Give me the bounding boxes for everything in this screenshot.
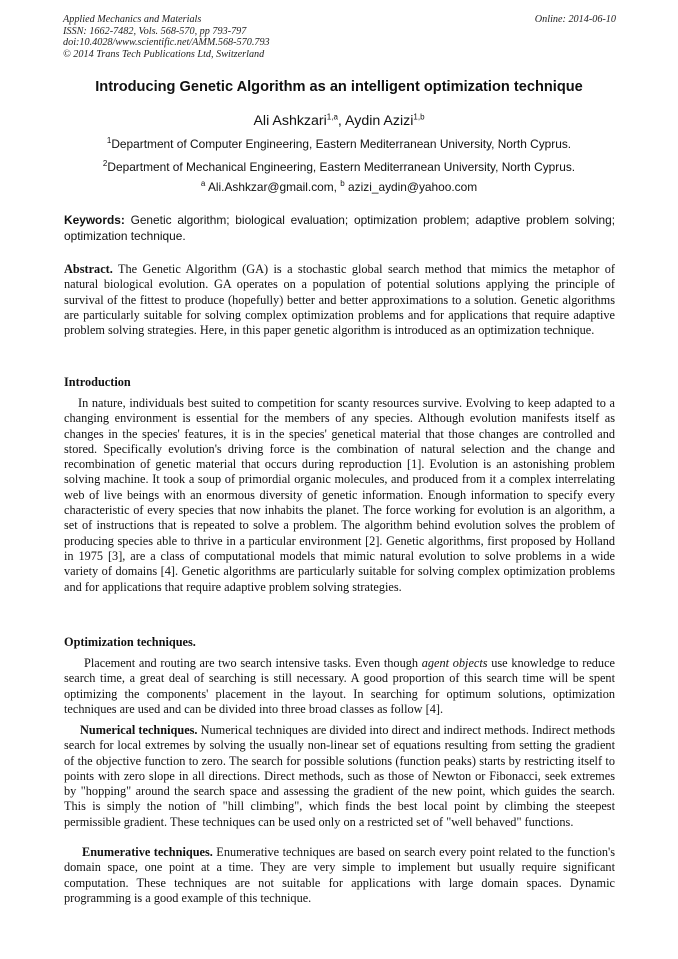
affiliation-1-sup: 1 bbox=[106, 136, 112, 146]
abstract bbox=[64, 262, 615, 338]
author-2: Aydin Azizi bbox=[345, 113, 414, 129]
numerical-text: Numerical techniques are divided into direct and indirect methods. Indirect methods search for local extremes by solving the usually non-linear set of equations resulting from setting the gradient of the objective function to zero. The search for possible solutions (function peaks) starts by restricting itself to points with zero slope in all directions. Direct methods, such as those of Newton or Fibonacci, seek extremes by "hopping" around the search space and assessing the gradient of the new point, which guides the search. This is simply the notion of "hill climbing", which finds the best local point by climbing the steepest permissible gradient. These techniques can be used only on a restricted set of "well behaved" functions. bbox=[64, 723, 615, 829]
copyright-line: © 2014 Trans Tech Publications Ltd, Switzerland bbox=[63, 48, 265, 60]
opt-p1-italic: agent objects bbox=[421, 656, 488, 670]
email-b: azizi_aydin@yahoo.com bbox=[344, 180, 478, 194]
affiliation-1 bbox=[0, 137, 678, 151]
abstract-text: The Genetic Algorithm (GA) is a stochastic global search method that mimics the metaphor of natural biological evolution. GA operates on a population of potential solutions applying the principle of survival of the fittest to produce (hopefully) better and better approximations to a solution. Genetic algorithms are particularly suitable for solving complex optimization problems and for applications that require adaptive problem solving strategies. Here, in this paper genetic algorithm is introduced as an optimization technique. bbox=[64, 262, 615, 338]
abstract-label: Abstract. bbox=[64, 262, 113, 276]
issn-line: ISSN: 1662-7482, Vols. 568-570, pp 793-797 bbox=[63, 25, 247, 37]
email-line bbox=[0, 180, 678, 194]
affiliation-2-text: Department of Mechanical Engineering, Eastern Mediterranean University, North Cyprus. bbox=[107, 160, 576, 174]
affiliation-2-sup: 2 bbox=[102, 159, 108, 169]
optimization-paragraph-1 bbox=[64, 656, 615, 717]
introduction-text: In nature, individuals best suited to competition for scanty resources survive. Evolving to keep adapted to a changing environment is essential for the members of any species. Although evolution manifests itself as changes in the species' features, it is in the species' genetical material that those changes are controlled and stored. Specifically evolution's driving force is the combination of natural selection and the change and recombination of genetic material that occurs during reproduction [1]. Evolution is an astonishing problem solving machine. It took a soup of primordial organic molecules, and produced from it a complex interrelating web of live beings with an enormous diversity of genetic information. Enough information to specify every characteristic of every species that now inhabits the planet. The force working for evolution is an algorithm, a set of instructions that is repeated to solve a problem. The algorithm behind evolution solves the problem of producing species able to thrive in a particular environment [2]. Genetic algorithms, first proposed by Holland in 1975 [3], are a class of computational models that mimic natural evolution to solve problems in a wide variety of domains [4]. Genetic algorithms are particularly suitable for solving complex optimization problems and for applications that require adaptive problem solving strategies. bbox=[64, 396, 615, 594]
paper-title: Introducing Genetic Algorithm as an intelligent optimization technique bbox=[95, 79, 583, 95]
keywords-label: Keywords: bbox=[64, 213, 125, 227]
doi-line: doi:10.4028/www.scientific.net/AMM.568-570.793 bbox=[63, 37, 270, 49]
email-b-sup: b bbox=[340, 179, 345, 189]
email-a: Ali.Ashkzar@gmail.com, bbox=[205, 180, 341, 194]
numerical-techniques-paragraph bbox=[64, 723, 615, 830]
author-line bbox=[0, 113, 678, 129]
keywords-text: Genetic algorithm; biological evaluation; optimization problem; adaptive problem solving; optimization technique. bbox=[64, 213, 615, 243]
keywords bbox=[64, 213, 615, 244]
author-separator: , bbox=[337, 113, 346, 129]
enumerative-text: Enumerative techniques are based on search every point related to the function's domain space, one point at a time. They are very simple to implement but usually require significant computation. These techniques are not suitable for applications with large domain spaces. Dynamic programming is a good example of this technique. bbox=[64, 845, 615, 905]
author-1-sup: 1,a bbox=[326, 112, 338, 122]
introduction-heading: Introduction bbox=[64, 375, 131, 389]
opt-p1-after: use knowledge to reduce search time, a great deal of searching is still necessary. A good proportion of this search time will be spent optimizing the components' placement in the layout. In searching for optimum solutions, optimization techniques are used and can be divided into three broad classes as follow [4]. bbox=[64, 656, 615, 716]
numerical-label: Numerical techniques. bbox=[80, 723, 198, 737]
author-2-sup: 1,b bbox=[413, 112, 425, 122]
affiliation-1-text: Department of Computer Engineering, Eastern Mediterranean University, North Cyprus. bbox=[111, 137, 572, 151]
optimization-heading: Optimization techniques. bbox=[64, 635, 196, 649]
author-1: Ali Ashkzari bbox=[253, 113, 327, 129]
running-header bbox=[63, 14, 616, 60]
email-a-sup: a bbox=[200, 179, 206, 189]
journal-name: Applied Mechanics and Materials bbox=[63, 14, 202, 25]
online-date: Online: 2014-06-10 bbox=[534, 14, 616, 25]
opt-p1-before: Placement and routing are two search intensive tasks. Even though bbox=[84, 656, 422, 670]
affiliation-2 bbox=[0, 160, 678, 174]
enumerative-label: Enumerative techniques. bbox=[82, 845, 213, 859]
enumerative-techniques-paragraph bbox=[64, 845, 615, 906]
